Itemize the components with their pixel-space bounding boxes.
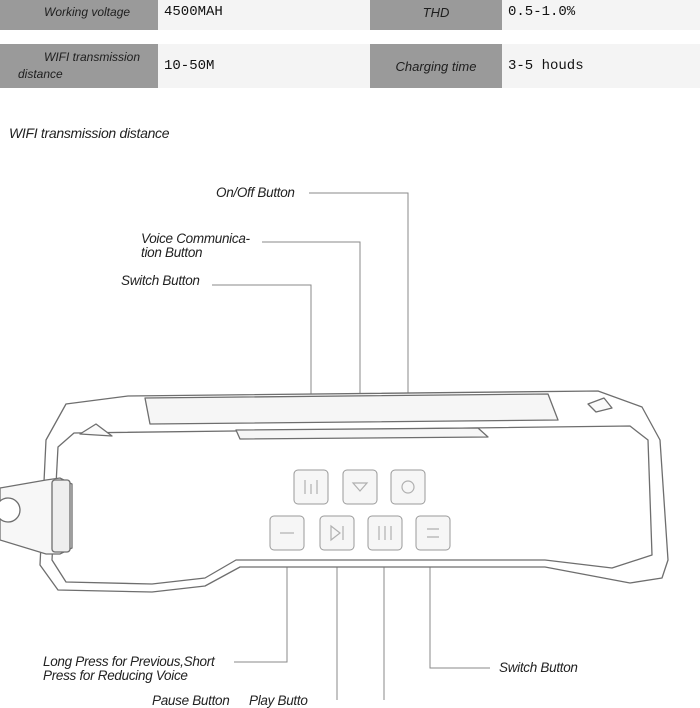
spec-label-thd: THD [370,0,502,30]
on-off-button[interactable] [391,470,425,504]
spec-label-charging-time: Charging time [370,44,502,88]
handle-groove [236,428,488,439]
callout-switch-bottom: Switch Button [499,660,578,675]
spec-value-charging-time-text: 3-5 houds [508,58,584,74]
handle-top [145,394,558,424]
spec-label-wifi-distance-line2: distance [18,67,63,81]
strap-ring [0,498,20,522]
callout-on-off: On/Off Button [216,185,295,200]
top-button-row [294,470,425,504]
callout-play-partial: Play Butto [249,693,308,708]
callout-long-press-line2: Press for Reducing Voice [43,668,188,683]
switch-button-bottom[interactable] [416,516,450,550]
callout-long-press [43,655,214,683]
callout-pause-partial: Pause Button [152,693,230,708]
spec-value-wifi-distance: 10-50M [158,44,370,88]
spec-label-working-voltage: Working voltage [0,0,158,30]
spec-label-wifi-distance-line1: WIFI transmission [44,50,141,64]
spec-value-thd: 0.5-1.0% [502,0,700,30]
spec-value-working-voltage: 4500MAH [158,0,370,30]
voice-button[interactable] [343,470,377,504]
strap-clip [52,480,70,552]
section-title: WIFI transmission distance [9,125,170,141]
callout-voice [141,232,250,260]
strap [0,478,72,554]
callout-voice-line2: tion Button [141,245,203,260]
callout-switch-top: Switch Button [121,273,200,288]
play-pause-button[interactable] [320,516,354,550]
callout-long-press-line1: Long Press for Previous,Short [43,654,215,669]
callout-voice-line1: Voice Communica- [141,231,250,246]
